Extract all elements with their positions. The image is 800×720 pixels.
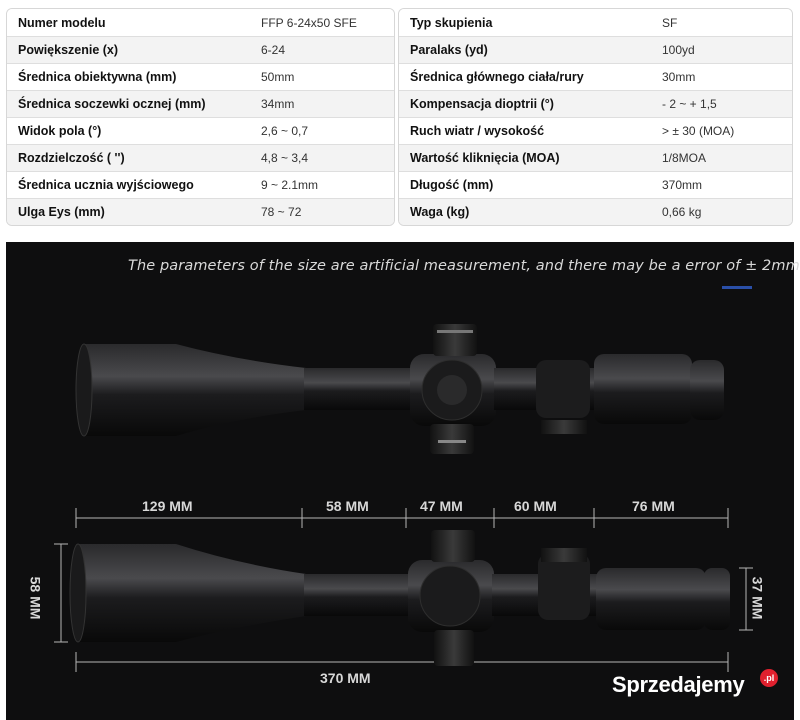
spec-label: Numer modelu (18, 15, 106, 30)
spec-label: Paralaks (yd) (410, 43, 488, 57)
spec-value: 370mm (662, 178, 703, 192)
spec-label: Waga (kg) (410, 205, 470, 219)
spec-label: Ruch wiatr / wysokość (410, 124, 545, 138)
spec-value: 9 ~ 2.1mm (261, 178, 319, 192)
watermark-badge: .pl (760, 669, 778, 687)
spec-label: Średnica soczewki ocznej (mm) (18, 97, 206, 111)
spec-value: 50mm (261, 70, 295, 84)
dimension-objective-diameter: 58 MM (27, 576, 44, 620)
spec-row (399, 144, 792, 171)
spec-value: 78 ~ 72 (261, 205, 302, 219)
watermark-text: Sprzedajemy (612, 672, 745, 697)
dimension-tube-front-length: 58 MM (326, 498, 369, 514)
spec-label: Średnica głównego ciała/rury (410, 70, 584, 84)
spec-label: Długość (mm) (410, 178, 494, 192)
spec-label: Rozdzielczość ( '') (18, 151, 125, 165)
spec-row (7, 198, 394, 225)
spec-label: Kompensacja dioptrii (°) (410, 97, 554, 111)
spec-value: - 2 ~ + 1,5 (662, 97, 717, 111)
spec-row (7, 144, 394, 171)
spec-value: 30mm (662, 70, 696, 84)
spec-label: Typ skupienia (410, 15, 493, 30)
spec-row (7, 117, 394, 144)
scope-bottom (70, 530, 730, 666)
spec-row (7, 36, 394, 63)
dimension-total-length: 370 MM (320, 670, 371, 686)
spec-row (7, 90, 394, 117)
spec-table-left (6, 8, 395, 226)
spec-label: Wartość kliknięcia (MOA) (410, 151, 560, 165)
spec-label: Średnica ucznia wyjściowego (18, 178, 194, 192)
spec-value: 0,66 kg (662, 205, 702, 219)
dimension-eyepiece-diameter: 37 MM (749, 576, 766, 620)
spec-value: 2,6 ~ 0,7 (261, 124, 309, 138)
spec-row (399, 63, 792, 90)
spec-row (399, 117, 792, 144)
accent-line (722, 286, 752, 289)
spec-value: 1/8MOA (662, 151, 707, 165)
spec-label: Widok pola (°) (18, 124, 102, 138)
spec-row (399, 90, 792, 117)
spec-row (7, 63, 394, 90)
scope-top (76, 324, 724, 454)
spec-row (7, 9, 394, 36)
spec-label: Ulga Eys (mm) (18, 205, 105, 219)
spec-row (399, 198, 792, 225)
spec-row (399, 171, 792, 198)
spec-table-right (398, 8, 793, 226)
spec-value: 100yd (662, 43, 695, 57)
scope-illustration (6, 242, 794, 720)
spec-value: FFP 6-24x50 SFE (261, 15, 357, 30)
dimension-eyepiece-length: 76 MM (632, 498, 675, 514)
dimension-objective-length: 129 MM (142, 498, 193, 514)
spec-label: Powiększenie (x) (18, 43, 119, 57)
product-photo (6, 242, 794, 720)
measurement-caption: The parameters of the size are artificial measurement, and there may be a error of ± 2mm (128, 258, 800, 274)
spec-row (399, 36, 792, 63)
spec-value: 4,8 ~ 3,4 (261, 151, 309, 165)
dimension-tube-rear-length: 60 MM (514, 498, 557, 514)
spec-label: Średnica obiektywna (mm) (18, 70, 177, 84)
dimension-turret-length: 47 MM (420, 498, 463, 514)
spec-row (7, 171, 394, 198)
spec-value: > ± 30 (MOA) (662, 124, 735, 138)
spec-row (399, 9, 792, 36)
spec-value: SF (662, 15, 678, 30)
spec-value: 6-24 (261, 43, 286, 57)
spec-value: 34mm (261, 97, 295, 111)
